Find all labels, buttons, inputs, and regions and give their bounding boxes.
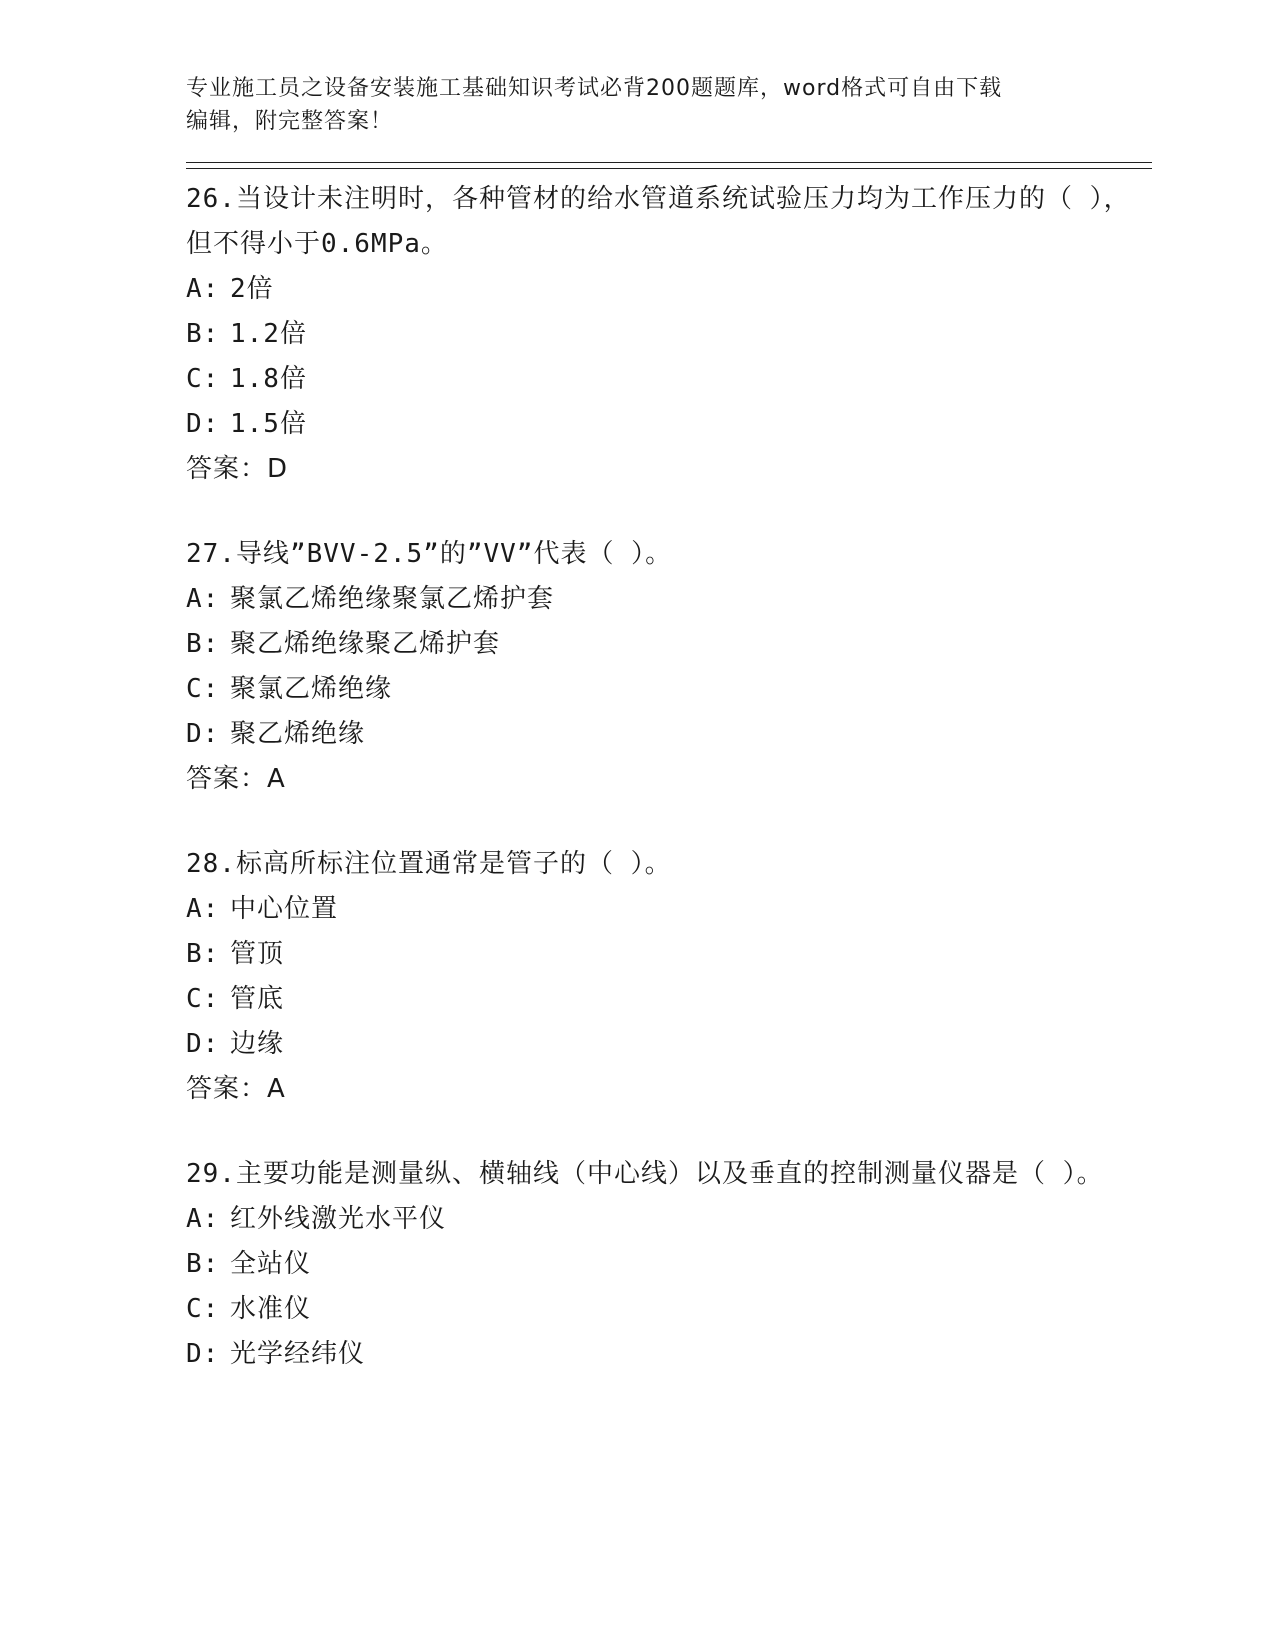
- option-a: [186, 887, 1152, 932]
- answer-line: 答案：A: [186, 1074, 286, 1104]
- option-d: [186, 1332, 1152, 1377]
- option-d: [186, 712, 1152, 757]
- question-text: 26.当设计未注明时，各种管材的给水管道系统试验压力均为工作压力的（ ），但不得小于0.6MPa。: [186, 184, 1131, 259]
- answer-line: 答案：D: [186, 454, 289, 484]
- option-a: [186, 1197, 1152, 1242]
- header-line-1: 专业施工员之设备安装施工基础知识考试必背200题题库，word格式可自由下载: [186, 76, 1003, 101]
- option-text: 1.8倍: [230, 364, 307, 394]
- question-text: 27.导线”BVV-2.5”的”VV”代表（ ）。: [186, 539, 673, 569]
- option-b: [186, 312, 1152, 357]
- option-text: 聚乙烯绝缘: [230, 719, 366, 749]
- option-text: 2倍: [230, 274, 274, 304]
- option-key: D:: [186, 719, 220, 749]
- option-b: [186, 1242, 1152, 1287]
- option-key: C:: [186, 1294, 220, 1324]
- option-key: C:: [186, 674, 220, 704]
- option-key: A:: [186, 1204, 220, 1234]
- header-divider: [186, 162, 1152, 169]
- option-text: 红外线激光水平仪: [230, 1204, 447, 1234]
- answer-line: 答案：A: [186, 764, 286, 794]
- option-key: A:: [186, 894, 220, 924]
- option-c: [186, 667, 1152, 712]
- option-key: D:: [186, 1029, 220, 1059]
- option-text: 管底: [230, 984, 285, 1014]
- header-line-2: 编辑，附完整答案！: [186, 109, 394, 134]
- option-text: 水准仪: [230, 1294, 312, 1324]
- option-text: 边缘: [230, 1029, 285, 1059]
- option-text: 1.2倍: [230, 319, 307, 349]
- option-text: 1.5倍: [230, 409, 307, 439]
- option-key: C:: [186, 984, 220, 1014]
- question-26: [186, 177, 1152, 492]
- question-28: [186, 842, 1152, 1112]
- option-text: 聚氯乙烯绝缘: [230, 674, 393, 704]
- question-27: [186, 532, 1152, 802]
- option-c: [186, 1287, 1152, 1332]
- option-c: [186, 357, 1152, 402]
- option-text: 聚氯乙烯绝缘聚氯乙烯护套: [230, 584, 555, 614]
- option-text: 光学经纬仪: [230, 1339, 366, 1369]
- option-key: A:: [186, 274, 220, 304]
- option-d: [186, 402, 1152, 447]
- option-d: [186, 1022, 1152, 1067]
- option-a: [186, 267, 1152, 312]
- option-key: B:: [186, 939, 220, 969]
- option-key: B:: [186, 629, 220, 659]
- option-key: D:: [186, 409, 220, 439]
- option-key: A:: [186, 584, 220, 614]
- option-text: 中心位置: [230, 894, 339, 924]
- question-29: [186, 1152, 1152, 1377]
- option-key: B:: [186, 1249, 220, 1279]
- option-key: B:: [186, 319, 220, 349]
- option-b: [186, 932, 1152, 977]
- option-text: 全站仪: [230, 1249, 312, 1279]
- option-text: 管顶: [230, 939, 285, 969]
- option-b: [186, 622, 1152, 667]
- option-a: [186, 577, 1152, 622]
- question-text: 29.主要功能是测量纵、横轴线（中心线）以及垂直的控制测量仪器是（ ）。: [186, 1159, 1104, 1189]
- option-c: [186, 977, 1152, 1022]
- document-page: [186, 72, 1152, 1377]
- question-text: 28.标高所标注位置通常是管子的（ ）。: [186, 849, 672, 879]
- option-key: C:: [186, 364, 220, 394]
- option-text: 聚乙烯绝缘聚乙烯护套: [230, 629, 501, 659]
- document-header: [186, 72, 1152, 138]
- option-key: D:: [186, 1339, 220, 1369]
